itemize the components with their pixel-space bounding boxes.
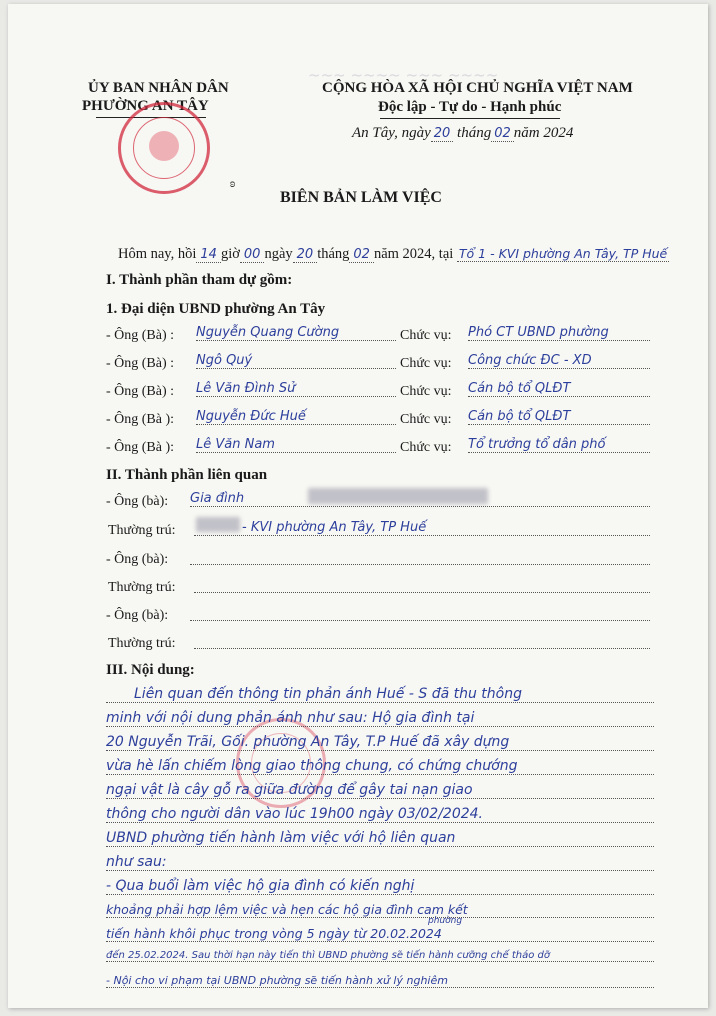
participant-position: Phó CT UBND phường	[468, 325, 650, 341]
content-line: minh với nội dung phản ánh như sau: Hộ gia đình tại	[106, 710, 654, 727]
redacted-address	[196, 517, 240, 532]
participant-position: Công chức ĐC - XD	[468, 353, 650, 369]
content-line: 20 Nguyễn Trãi, Gối. phường An Tây, T.P Huế đã xây dựng	[106, 734, 654, 751]
redacted-name	[308, 488, 488, 504]
document-title: BIÊN BẢN LÀM VIỆC	[280, 189, 442, 206]
document-page: ~~~ ~~~~ ~~~ ~~~~ ỦY BAN NHÂN DÂN PHƯỜNG AN TÂY ʚ CỘNG HÒA XÃ HỘI CHỦ NGHĨA VIỆT NAM Độc lập - Tự do - Hạnh phúc An Tây, ngày 20 tháng 02 năm 2024 BIÊN BẢN LÀM VIỆC Hôm nay, hồi 14 giờ 00 ngày 20 tháng 02 năm 2024, tại Tổ 1 - KVI phường An Tây, TP Huế I. Thành phần tham dự gồm: 1. Đại diện UBND phường An Tây - Ông (Bà) : Nguyễn Quang Cường Chức vụ: Phó CT UBND phường - Ông (Bà) : Ngô Quý Chức vụ: Công chức ĐC - XD - Ông (Bà) : Lê Văn Đình Sử Chức vụ: Cán bộ tổ QLĐT - Ông (Bà ): Nguyễn Đức Huế Chức vụ: Cán bộ tổ QLĐT - Ông (Bà ): Lê Văn Nam Chức vụ: Tổ trưởng tổ dân phố II. Thành phần liên quan - Ông (bà): Gia đình Thường trú: - KVI phường An Tây, TP Huế - Ông (bà): Thường trú: - Ông (bà): Thường trú: III. Nội dung: Liên quan đến thông tin phản ánh Huế - S đã thu thông minh với nội dung phản ánh như sau: Hộ gia đình tại 20 Nguyễn Trãi, Gối. phường An Tây, T.P Huế đã xây dựng vừa hè lấn chiếm lòng giao thông chung, có chứng chướng ngại vật là cây gỗ ra giữa đường để gây tai nạn giao thông cho người dân vào lúc 19h00 ngày 03/02/2024. UBND phường tiến hành làm việc với hộ liên quan như sau: - Qua buổi làm việc hộ gia đình có kiến nghị khoảng phải hợp lệm việc và hẹn các hộ gia đình cam kết tiến hành khôi phục trong vòng 5 ngày từ 20.02.2024 phường đến 25.02.2024. Sau thời hạn này tiến thì UBND phường sẽ tiến hành cưỡng chế tháo dỡ - Nội cho vi phạm tại UBND phường sẽ tiến hành xử lý nghiêm	[8, 4, 708, 1008]
related-label: Thường trú:	[108, 523, 176, 538]
section-1-heading: I. Thành phần tham dự gồm:	[106, 272, 293, 288]
participant-name: Ngô Quý	[196, 353, 396, 369]
section-2-heading: II. Thành phần liên quan	[106, 467, 268, 483]
participant-position: Tổ trưởng tổ dân phố	[468, 437, 650, 453]
related-label: - Ông (bà):	[106, 494, 169, 509]
content-line: khoảng phải hợp lệm việc và hẹn các hộ gia đình cam kết	[106, 902, 654, 918]
nation-underline	[380, 118, 560, 119]
org-line-1: ỦY BAN NHÂN DÂN	[88, 80, 229, 96]
content-line: thông cho người dân vào lúc 19h00 ngày 03/02/2024.	[106, 806, 654, 823]
related-label: Thường trú:	[108, 580, 176, 595]
related-value	[194, 592, 650, 593]
participant-name: Nguyễn Quang Cường	[196, 325, 396, 341]
content-line: như sau:	[106, 854, 654, 871]
intro-line: Hôm nay, hồi 14 giờ 00 ngày 20 tháng 02 năm 2024, tại Tổ 1 - KVI phường An Tây, TP Huế	[118, 246, 668, 262]
participant-name: Nguyễn Đức Huế	[196, 409, 396, 425]
related-value	[190, 564, 650, 565]
emblem-icon	[149, 131, 179, 161]
nation-line-1: CỘNG HÒA XÃ HỘI CHỦ NGHĨA VIỆT NAM	[322, 80, 633, 96]
content-line: tiến hành khôi phục trong vòng 5 ngày từ 20.02.2024	[106, 926, 654, 942]
content-line: đến 25.02.2024. Sau thời hạn này tiến thì UBND phường sẽ tiến hành cưỡng chế tháo dỡ	[106, 950, 654, 962]
related-label: - Ông (bà):	[106, 608, 169, 623]
insert-note: phường	[428, 916, 463, 926]
content-line: UBND phường tiến hành làm việc với hộ liên quan	[106, 830, 654, 847]
red-seal-stamp	[118, 102, 210, 194]
content-line: - Nội cho vi phạm tại UBND phường sẽ tiến hành xử lý nghiêm	[106, 974, 654, 988]
org-line-2: PHƯỜNG AN TÂY	[82, 98, 209, 114]
related-label: - Ông (bà):	[106, 552, 169, 567]
document-date: An Tây, ngày 20 tháng 02 năm 2024	[352, 125, 574, 141]
related-label: Thường trú:	[108, 636, 176, 651]
content-line: ngại vật là cây gỗ ra giữa đường để gây tai nạn giao	[106, 782, 654, 799]
bleed-through-text: ~~~ ~~~~ ~~~ ~~~~	[308, 66, 499, 84]
content-line: - Qua buổi làm việc hộ gia đình có kiến nghị	[106, 878, 654, 895]
related-value: - KVI phường An Tây, TP Huế	[194, 520, 650, 536]
related-value: Gia đình	[190, 491, 650, 507]
related-value	[190, 620, 650, 621]
signature-mark: ʚ	[230, 176, 236, 190]
section-3-heading: III. Nội dung:	[106, 662, 195, 678]
participant-position: Cán bộ tổ QLĐT	[468, 409, 650, 425]
related-value	[194, 648, 650, 649]
content-line: Liên quan đến thông tin phản ánh Huế - S đã thu thông	[106, 686, 654, 703]
participant-name: Lê Văn Đình Sử	[196, 381, 396, 397]
section-1-subheading: 1. Đại diện UBND phường An Tây	[106, 301, 326, 317]
participant-position: Cán bộ tổ QLĐT	[468, 381, 650, 397]
participant-name: Lê Văn Nam	[196, 437, 396, 453]
nation-line-2: Độc lập - Tự do - Hạnh phúc	[378, 99, 562, 115]
content-line: vừa hè lấn chiếm lòng giao thông chung, có chứng chướng	[106, 758, 654, 775]
